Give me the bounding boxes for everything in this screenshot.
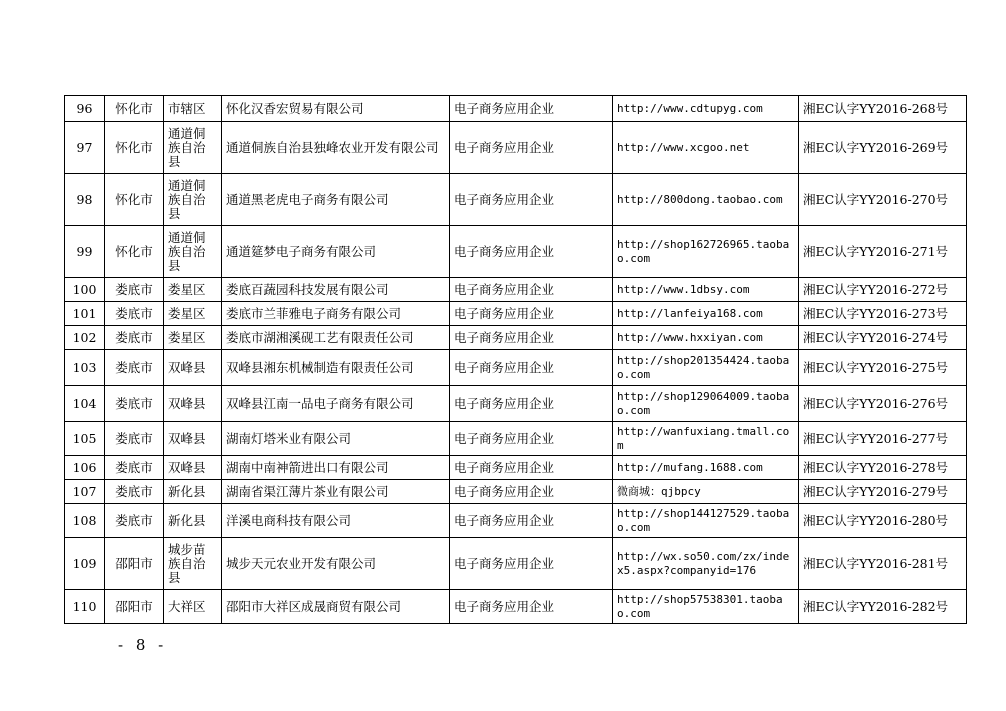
- cell-city: 娄底市: [105, 456, 164, 480]
- cell-cert: 湘EC认字YY2016-280号: [799, 504, 967, 538]
- cell-company: 城步天元农业开发有限公司: [222, 538, 450, 590]
- cell-cert: 湘EC认字YY2016-271号: [799, 226, 967, 278]
- cell-cert: 湘EC认字YY2016-273号: [799, 302, 967, 326]
- cell-district: 新化县: [164, 504, 222, 538]
- cell-index: 97: [65, 122, 105, 174]
- cell-url: http://www.hxxiyan.com: [613, 326, 799, 350]
- cell-city: 怀化市: [105, 122, 164, 174]
- cell-city: 怀化市: [105, 174, 164, 226]
- cell-cert: 湘EC认字YY2016-276号: [799, 386, 967, 422]
- cell-district: 双峰县: [164, 456, 222, 480]
- cell-company: 通道黑老虎电子商务有限公司: [222, 174, 450, 226]
- cell-company: 湖南中南神箭进出口有限公司: [222, 456, 450, 480]
- cell-type: 电子商务应用企业: [450, 350, 613, 386]
- cell-company: 娄底市湖湘溪砚工艺有限责任公司: [222, 326, 450, 350]
- cell-type: 电子商务应用企业: [450, 122, 613, 174]
- cell-index: 98: [65, 174, 105, 226]
- table-row: [65, 422, 967, 456]
- cell-url: http://mufang.1688.com: [613, 456, 799, 480]
- table-row: [65, 122, 967, 174]
- cell-type: 电子商务应用企业: [450, 538, 613, 590]
- cell-cert: 湘EC认字YY2016-268号: [799, 96, 967, 122]
- cell-type: 电子商务应用企业: [450, 590, 613, 624]
- cell-district: 双峰县: [164, 422, 222, 456]
- cell-district: 通道侗族自治县: [164, 122, 222, 174]
- cell-cert: 湘EC认字YY2016-272号: [799, 278, 967, 302]
- table-row: [65, 350, 967, 386]
- cell-district: 通道侗族自治县: [164, 174, 222, 226]
- cell-district: 娄星区: [164, 302, 222, 326]
- table-row: [65, 226, 967, 278]
- cell-type: 电子商务应用企业: [450, 302, 613, 326]
- cell-type: 电子商务应用企业: [450, 96, 613, 122]
- cell-url: 微商城：qjbpcy: [613, 480, 799, 504]
- cell-index: 108: [65, 504, 105, 538]
- cell-city: 怀化市: [105, 96, 164, 122]
- cell-index: 101: [65, 302, 105, 326]
- enterprise-table: [64, 95, 967, 624]
- cell-city: 邵阳市: [105, 590, 164, 624]
- table-row: [65, 96, 967, 122]
- cell-index: 110: [65, 590, 105, 624]
- cell-url: http://wanfuxiang.tmall.com: [613, 422, 799, 456]
- cell-city: 娄底市: [105, 350, 164, 386]
- cell-index: 102: [65, 326, 105, 350]
- cell-company: 通道筵梦电子商务有限公司: [222, 226, 450, 278]
- cell-cert: 湘EC认字YY2016-279号: [799, 480, 967, 504]
- cell-type: 电子商务应用企业: [450, 278, 613, 302]
- cell-index: 100: [65, 278, 105, 302]
- table-row: [65, 326, 967, 350]
- table-row: [65, 538, 967, 590]
- table-row: [65, 174, 967, 226]
- cell-city: 娄底市: [105, 504, 164, 538]
- cell-type: 电子商务应用企业: [450, 456, 613, 480]
- cell-company: 娄底百蔬园科技发展有限公司: [222, 278, 450, 302]
- cell-url: http://www.1dbsy.com: [613, 278, 799, 302]
- cell-city: 娄底市: [105, 326, 164, 350]
- cell-company: 怀化汉香宏贸易有限公司: [222, 96, 450, 122]
- cell-company: 湖南灯塔米业有限公司: [222, 422, 450, 456]
- cell-company: 娄底市兰菲雅电子商务有限公司: [222, 302, 450, 326]
- cell-district: 娄星区: [164, 278, 222, 302]
- cell-company: 邵阳市大祥区成晟商贸有限公司: [222, 590, 450, 624]
- cell-city: 邵阳市: [105, 538, 164, 590]
- cell-type: 电子商务应用企业: [450, 480, 613, 504]
- table-row: [65, 504, 967, 538]
- cell-index: 96: [65, 96, 105, 122]
- cell-type: 电子商务应用企业: [450, 326, 613, 350]
- cell-type: 电子商务应用企业: [450, 504, 613, 538]
- cell-url: http://www.xcgoo.net: [613, 122, 799, 174]
- cell-company: 双峰县湘东机械制造有限责任公司: [222, 350, 450, 386]
- cell-url: http://shop129064009.taobao.com: [613, 386, 799, 422]
- cell-district: 城步苗族自治县: [164, 538, 222, 590]
- cell-city: 娄底市: [105, 480, 164, 504]
- cell-company: 湖南省渠江薄片茶业有限公司: [222, 480, 450, 504]
- cell-type: 电子商务应用企业: [450, 386, 613, 422]
- cell-url: http://800dong.taobao.com: [613, 174, 799, 226]
- cell-cert: 湘EC认字YY2016-270号: [799, 174, 967, 226]
- table-row: [65, 456, 967, 480]
- cell-city: 娄底市: [105, 422, 164, 456]
- cell-district: 双峰县: [164, 350, 222, 386]
- cell-index: 104: [65, 386, 105, 422]
- cell-cert: 湘EC认字YY2016-275号: [799, 350, 967, 386]
- cell-url: http://www.cdtupyg.com: [613, 96, 799, 122]
- cell-cert: 湘EC认字YY2016-281号: [799, 538, 967, 590]
- cell-url: http://lanfeiya168.com: [613, 302, 799, 326]
- cell-district: 新化县: [164, 480, 222, 504]
- cell-index: 105: [65, 422, 105, 456]
- cell-company: 双峰县江南一品电子商务有限公司: [222, 386, 450, 422]
- cell-index: 103: [65, 350, 105, 386]
- cell-url: http://shop162726965.taobao.com: [613, 226, 799, 278]
- table-row: [65, 386, 967, 422]
- cell-cert: 湘EC认字YY2016-274号: [799, 326, 967, 350]
- cell-index: 107: [65, 480, 105, 504]
- cell-type: 电子商务应用企业: [450, 226, 613, 278]
- table-row: [65, 480, 967, 504]
- cell-url: http://shop144127529.taobao.com: [613, 504, 799, 538]
- cell-district: 大祥区: [164, 590, 222, 624]
- cell-city: 娄底市: [105, 386, 164, 422]
- table-row: [65, 590, 967, 624]
- cell-index: 106: [65, 456, 105, 480]
- cell-url: http://shop57538301.taobao.com: [613, 590, 799, 624]
- cell-district: 市辖区: [164, 96, 222, 122]
- page-number: - 8 -: [118, 636, 168, 654]
- cell-district: 双峰县: [164, 386, 222, 422]
- table-body: [65, 96, 967, 624]
- cell-district: 娄星区: [164, 326, 222, 350]
- cell-cert: 湘EC认字YY2016-269号: [799, 122, 967, 174]
- cell-url: http://shop201354424.taobao.com: [613, 350, 799, 386]
- cell-index: 109: [65, 538, 105, 590]
- cell-url: http://wx.so50.com/zx/index5.aspx?companyid=176: [613, 538, 799, 590]
- cell-company: 通道侗族自治县独峰农业开发有限公司: [222, 122, 450, 174]
- cell-cert: 湘EC认字YY2016-277号: [799, 422, 967, 456]
- cell-index: 99: [65, 226, 105, 278]
- table-row: [65, 278, 967, 302]
- cell-type: 电子商务应用企业: [450, 422, 613, 456]
- cell-city: 娄底市: [105, 302, 164, 326]
- cell-cert: 湘EC认字YY2016-278号: [799, 456, 967, 480]
- table-row: [65, 302, 967, 326]
- cell-cert: 湘EC认字YY2016-282号: [799, 590, 967, 624]
- cell-city: 娄底市: [105, 278, 164, 302]
- cell-type: 电子商务应用企业: [450, 174, 613, 226]
- cell-city: 怀化市: [105, 226, 164, 278]
- cell-district: 通道侗族自治县: [164, 226, 222, 278]
- cell-company: 洋溪电商科技有限公司: [222, 504, 450, 538]
